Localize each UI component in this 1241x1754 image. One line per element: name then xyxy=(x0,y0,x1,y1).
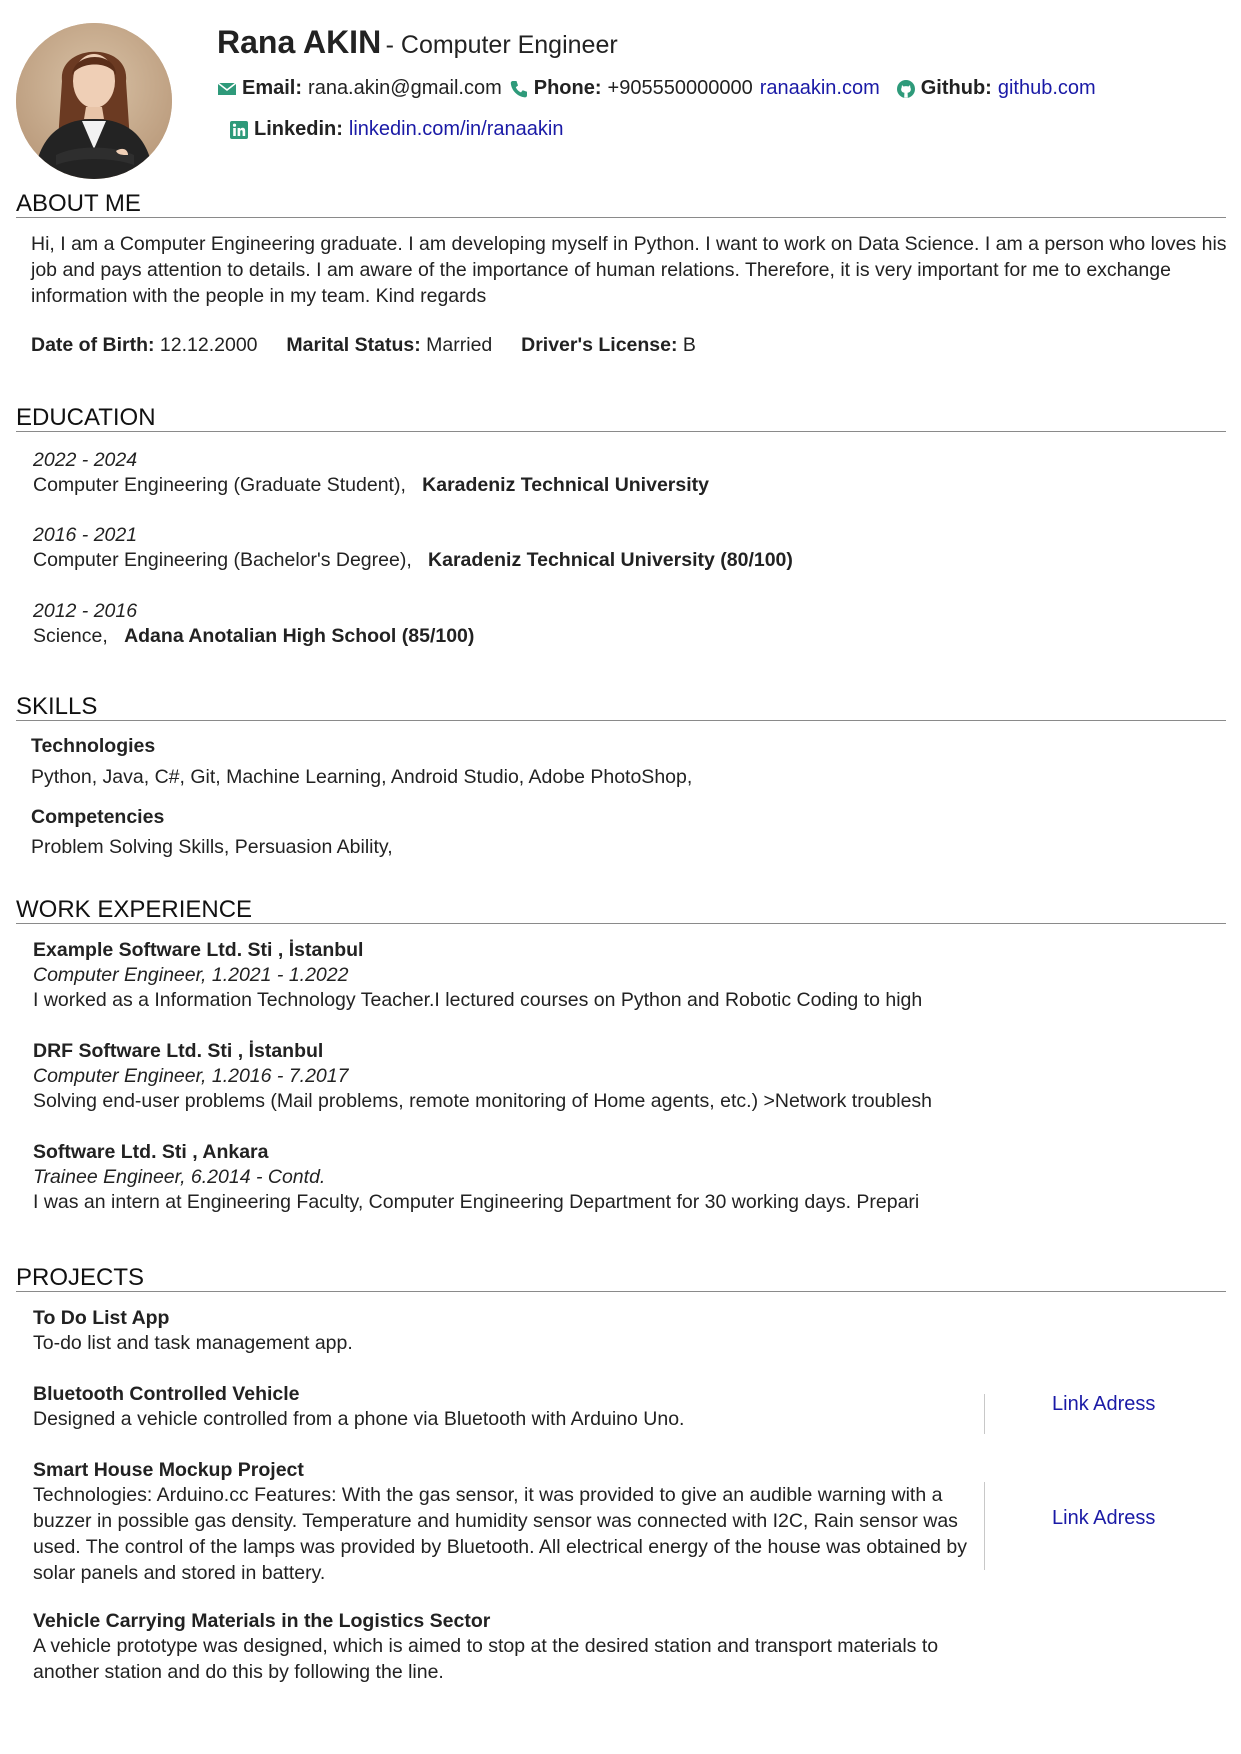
education-degree: Computer Engineering (Graduate Student), xyxy=(33,474,406,496)
github-label: Github: xyxy=(920,77,992,99)
technologies-label: Technologies xyxy=(31,735,156,757)
profile-photo-image xyxy=(16,23,172,179)
work-description: Solving end-user problems (Mail problems, remote monitoring of Home agents, etc.) >Network troublesh xyxy=(33,1090,933,1112)
education-years: 2012 - 2016 xyxy=(33,600,138,622)
about-heading: ABOUT ME xyxy=(16,190,141,217)
project-description: To-do list and task management app. xyxy=(33,1332,353,1354)
work-role: Computer Engineer, 1.2016 - 7.2017 xyxy=(33,1065,349,1087)
competencies-label: Competencies xyxy=(31,806,165,828)
email-item xyxy=(217,77,502,100)
education-entry xyxy=(33,623,474,649)
education-entry xyxy=(33,547,793,573)
github-link[interactable]: github.com xyxy=(997,77,1096,99)
work-heading: WORK EXPERIENCE xyxy=(16,896,253,923)
email-label: Email: xyxy=(242,77,303,99)
about-text: Hi, I am a Computer Engineering graduate. I am developing myself in Python. I want to work on Data Science. I am a person who loves his job and pays attention to details. I am aware of the importance of human relations. Therefore, it is very important for me to exchange information with the people in my team. Kind regards xyxy=(31,233,1227,307)
linkedin-link[interactable]: linkedin.com/in/ranaakin xyxy=(348,118,564,140)
license-label: Driver's License: xyxy=(521,334,678,356)
project-description: A vehicle prototype was designed, which is aimed to stop at the desired station and transport materials to another station and do this by following the line. xyxy=(33,1635,939,1683)
linkedin-label: Linkedin: xyxy=(254,118,343,140)
website-link[interactable]: ranaakin.com xyxy=(759,77,880,99)
work-company: Software Ltd. Sti , Ankara xyxy=(33,1141,269,1163)
contact-row-2 xyxy=(229,118,570,141)
phone-value[interactable]: +905550000000 xyxy=(607,77,753,99)
competencies-list: Problem Solving Skills, Persuasion Ability, xyxy=(31,836,393,858)
license-value: B xyxy=(682,334,696,356)
education-school: Adana Anotalian High School (85/100) xyxy=(124,625,475,647)
marital-label: Marital Status: xyxy=(286,334,421,356)
marital-value: Married xyxy=(426,334,493,356)
skills-divider xyxy=(16,720,1226,721)
project-description: Technologies: Arduino.cc Features: With the gas sensor, it was provided to give an audible warning with a buzzer in possible gas density. Temperature and humidity sensor was connected with I2C, Rain sensor was used. The control of the lamps was provided by Bluetooth. All electrical energy of the house was obtained by solar panels and stored in battery. xyxy=(33,1484,968,1584)
phone-item xyxy=(509,77,753,100)
education-school: Karadeniz Technical University (80/100) xyxy=(428,549,793,571)
project-title: Vehicle Carrying Materials in the Logistics Sector xyxy=(33,1610,491,1632)
work-description: I worked as a Information Technology Teacher.I lectured courses on Python and Robotic Coding to high xyxy=(33,989,923,1011)
job-title: - Computer Engineer xyxy=(385,31,618,59)
linkedin-item xyxy=(229,118,563,141)
personal-info-row xyxy=(31,332,696,358)
full-name: Rana AKIN xyxy=(217,24,382,60)
education-school: Karadeniz Technical University xyxy=(422,474,709,496)
about-divider xyxy=(16,217,1226,218)
work-role: Trainee Engineer, 6.2014 - Contd. xyxy=(33,1166,326,1188)
project-link-divider xyxy=(984,1482,985,1570)
phone-label: Phone: xyxy=(533,77,602,99)
email-value[interactable]: rana.akin@gmail.com xyxy=(308,77,502,99)
work-company: Example Software Ltd. Sti , İstanbul xyxy=(33,939,364,961)
contact-row xyxy=(217,77,1103,100)
project-description: Designed a vehicle controlled from a phone via Bluetooth with Arduino Uno. xyxy=(33,1408,685,1430)
dob-label: Date of Birth: xyxy=(31,334,155,356)
skills-heading: SKILLS xyxy=(16,693,98,720)
project-link[interactable]: Link Adress xyxy=(1052,1393,1156,1415)
project-title: Bluetooth Controlled Vehicle xyxy=(33,1383,300,1405)
envelope-icon xyxy=(217,79,237,99)
education-degree: Computer Engineering (Bachelor's Degree), xyxy=(33,549,412,571)
project-link-divider xyxy=(984,1394,985,1434)
education-degree: Science, xyxy=(33,625,108,647)
name-line xyxy=(217,24,618,61)
work-company: DRF Software Ltd. Sti , İstanbul xyxy=(33,1040,324,1062)
education-heading: EDUCATION xyxy=(16,404,156,431)
website-item xyxy=(760,77,880,100)
projects-divider xyxy=(16,1291,1226,1292)
projects-heading: PROJECTS xyxy=(16,1264,145,1291)
github-icon xyxy=(896,79,916,99)
profile-photo xyxy=(16,23,172,179)
phone-icon xyxy=(509,79,529,99)
github-item xyxy=(896,77,1096,100)
project-title: Smart House Mockup Project xyxy=(33,1459,304,1481)
education-years: 2016 - 2021 xyxy=(33,524,138,546)
education-years: 2022 - 2024 xyxy=(33,449,138,471)
work-role: Computer Engineer, 1.2021 - 1.2022 xyxy=(33,964,349,986)
dob-value: 12.12.2000 xyxy=(159,334,258,356)
technologies-list: Python, Java, C#, Git, Machine Learning, Android Studio, Adobe PhotoShop, xyxy=(31,766,693,788)
project-title: To Do List App xyxy=(33,1307,170,1329)
education-entry xyxy=(33,472,709,498)
work-divider xyxy=(16,923,1226,924)
project-link[interactable]: Link Adress xyxy=(1052,1507,1156,1529)
education-divider xyxy=(16,431,1226,432)
linkedin-icon xyxy=(229,120,249,140)
work-description: I was an intern at Engineering Faculty, Computer Engineering Department for 30 working days. Prepari xyxy=(33,1191,920,1213)
